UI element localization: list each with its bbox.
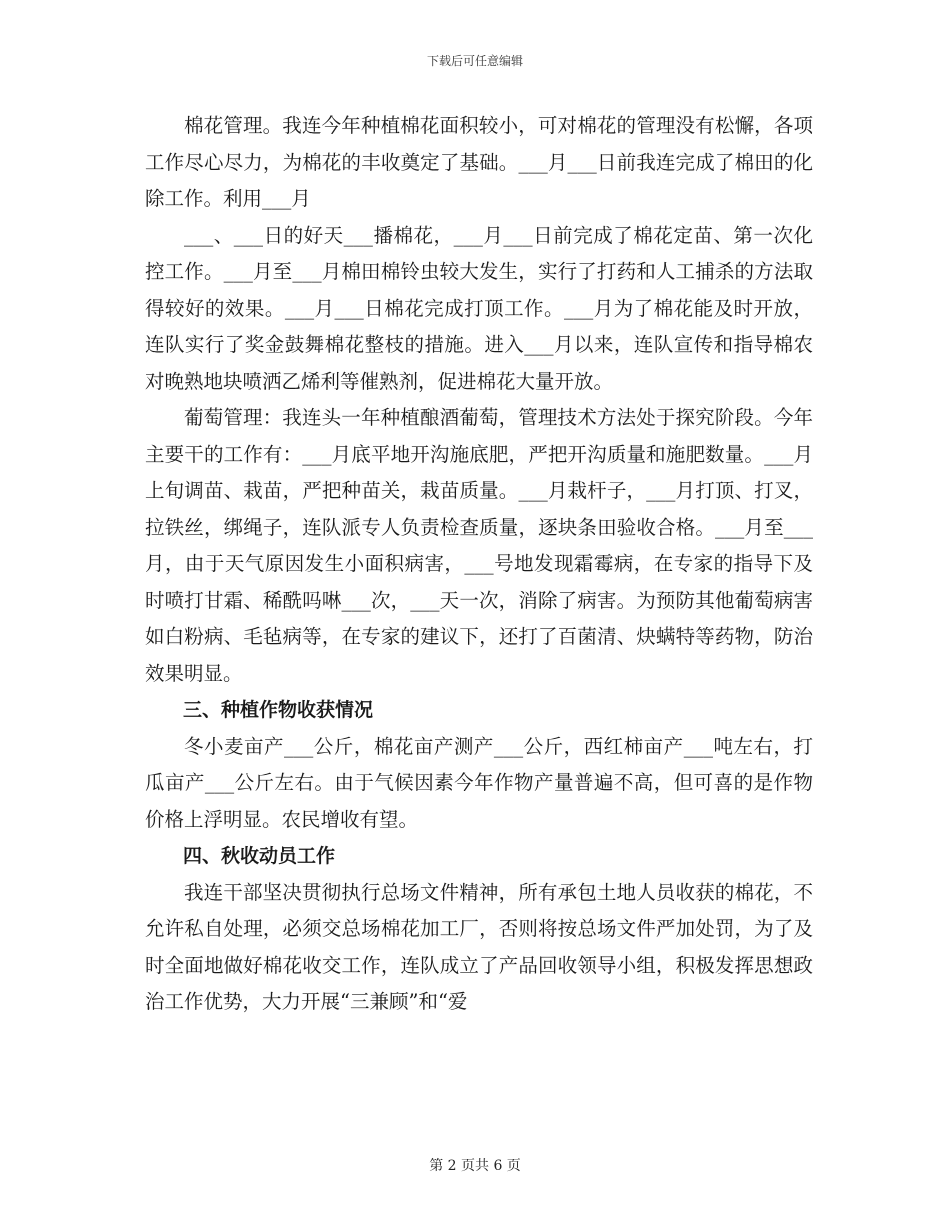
document-body [145, 108, 813, 1021]
paragraph-grape-management: 葡萄管理：我连头一年种植酿酒葡萄，管理技术方法处于探究阶段。今年主要干的工作有：___月底平地开沟施底肥，严把开沟质量和施肥数量。___月上旬调苗、栽苗，严把种苗关，栽苗质量。___月栽杆子，___月打顶、打叉，拉铁丝，绑绳子，连队派专人负责检查质量，逐块条田验收合格。___月至___月，由于天气原因发生小面积病害，___号地发现霜霉病，在专家的指导下及时喷打甘霜、稀酰吗啉___次，___天一次，消除了病害。为预防其他葡萄病害如白粉病、毛毡病等，在专家的建议下，还打了百菌清、炔螨特等药物，防治效果明显。 [145, 406, 813, 685]
section-heading-autumn-mobilization: 四、秋收动员工作 [183, 845, 336, 867]
page-header: 下载后可任意编辑 [426, 54, 523, 68]
paragraph-harvest: 冬小麦亩产___公斤，棉花亩产测产___公斤，西红柿亩产___吨左右，打瓜亩产___公斤左右。由于气候因素今年作物产量普遍不高，但可喜的是作物价格上浮明显。农民增收有望。 [145, 734, 813, 831]
paragraph-cotton-management: 棉花管理。我连今年种植棉花面积较小，可对棉花的管理没有松懈，各项工作尽心尽力，为棉花的丰收奠定了基础。___月___日前我连完成了棉田的化除工作。利用___月 [145, 114, 813, 210]
paragraph-cotton-continued: ___、___日的好天___播棉花，___月___日前完成了棉花定苗、第一次化控工作。___月至___月棉田棉铃虫较大发生，实行了打药和人工捕杀的方法取得较好的效果。___月___日棉花完成打顶工作。___月为了棉花能及时开放，连队实行了奖金鼓舞棉花整枝的措施。进入___月以来，连队宣传和指导棉农对晚熟地块喷洒乙烯利等催熟剂，促进棉花大量开放。 [145, 223, 813, 393]
section-heading-harvest: 三、种植作物收获情况 [183, 699, 374, 721]
page-number-footer: 第 2 页共 6 页 [429, 1158, 521, 1174]
paragraph-autumn-mobilization: 我连干部坚决贯彻执行总场文件精神，所有承包土地人员收获的棉花，不允许私自处理，必须交总场棉花加工厂，否则将按总场文件严加处罚，为了及时全面地做好棉花收交工作，连队成立了产品回收领导小组，积极发挥思想政治工作优势，大力开展“三兼顾”和“爱 [145, 880, 813, 1013]
